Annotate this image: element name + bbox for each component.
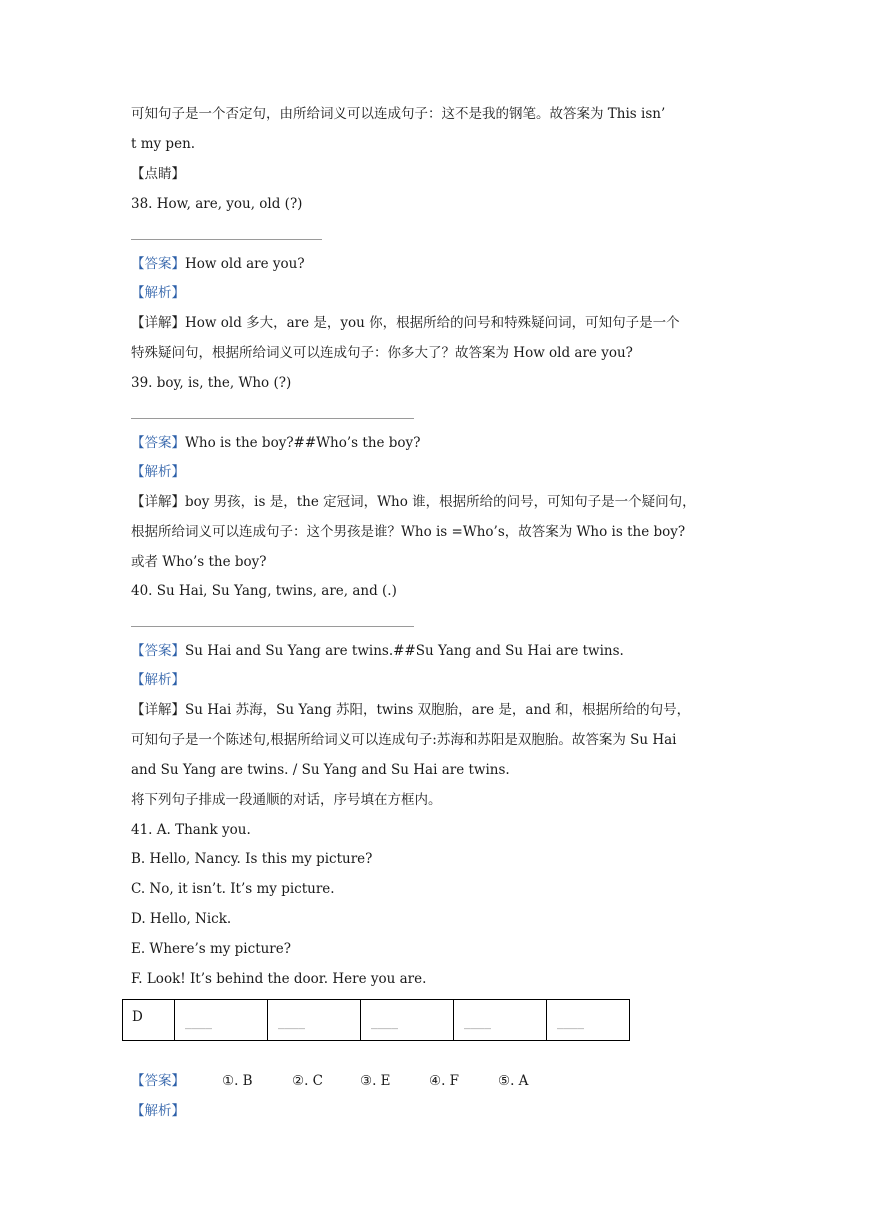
- detail-line: 【详解】boy 男孩，is 是，the 定冠词，Who 谁，根据所给的问号，可知句子是一个疑问句，: [131, 494, 696, 510]
- option-e: E. Where’s my picture?: [131, 941, 291, 957]
- blank: ____: [371, 1014, 398, 1030]
- answer-underline: [131, 626, 414, 627]
- question-40: 40. Su Hai, Su Yang, twins, are, and (.): [131, 583, 397, 599]
- answer-underline: [131, 239, 322, 240]
- answer-text: Su Hai and Su Yang are twins.##Su Yang and Su Hai are twins.: [185, 643, 624, 659]
- tip-heading: 【点睛】: [131, 166, 185, 182]
- answer-label: 【答案】: [131, 435, 185, 451]
- answer-38: [131, 255, 305, 273]
- answer-item: ①. B: [222, 1073, 253, 1089]
- answer-underline: [131, 418, 414, 419]
- question-38: 38. How, are, you, old (?): [131, 196, 303, 212]
- answer-item: ②. C: [292, 1073, 324, 1089]
- answer-item: ⑤. A: [498, 1073, 529, 1089]
- answer-text: Who is the boy?##Who’s the boy?: [185, 435, 421, 451]
- answer-40: [131, 642, 624, 660]
- text-line: 可知句子是一个否定句，由所给词义可以连成句子：这不是我的钢笔。故答案为 This isn’: [131, 106, 666, 122]
- option-f: F. Look! It’s behind the door. Here you are.: [131, 971, 427, 987]
- question-39: 39. boy, is, the, Who (?): [131, 375, 292, 391]
- answer-text: How old are you?: [185, 256, 305, 272]
- detail-line: and Su Yang are twins. / Su Yang and Su Hai are twins.: [131, 762, 510, 778]
- answer-box-cell[interactable]: [547, 1000, 630, 1041]
- answer-item: ④. F: [429, 1073, 460, 1089]
- option-c: C. No, it isn’t. It’s my picture.: [131, 881, 335, 897]
- instruction: 将下列句子排成一段通顺的对话，序号填在方框内。: [131, 792, 442, 808]
- detail-line: 根据所给词义可以连成句子：这个男孩是谁？Who is =Who’s，故答案为 Who is the boy?: [131, 524, 686, 540]
- answer-label: 【答案】: [131, 256, 185, 272]
- text-line: t my pen.: [131, 136, 196, 152]
- answer-39: [131, 434, 420, 452]
- detail-line: 特殊疑问句，根据所给词义可以连成句子：你多大了？故答案为 How old are you?: [131, 345, 633, 361]
- answer-item: ③. E: [360, 1073, 391, 1089]
- answer-box-cell[interactable]: [361, 1000, 454, 1041]
- detail-line: 【详解】Su Hai 苏海，Su Yang 苏阳，twins 双胞胎，are 是，and 和，根据所给的句号，: [131, 702, 691, 718]
- analysis-label: 【解析】: [131, 1103, 185, 1119]
- option-d: D. Hello, Nick.: [131, 911, 232, 927]
- answer-box-cell[interactable]: [454, 1000, 547, 1041]
- analysis-label: 【解析】: [131, 464, 185, 480]
- detail-line: 可知句子是一个陈述句,根据所给词义可以连成句子:苏海和苏阳是双胞胎。故答案为 Su Hai: [131, 732, 677, 748]
- option-a: 41. A. Thank you.: [131, 822, 251, 838]
- detail-line: 或者 Who’s the boy?: [131, 554, 267, 570]
- blank: ____: [464, 1014, 491, 1030]
- answer-box-cell[interactable]: [268, 1000, 361, 1041]
- analysis-label: 【解析】: [131, 285, 185, 301]
- detail-line: 【详解】How old 多大，are 是，you 你，根据所给的问号和特殊疑问词，可知句子是一个: [131, 315, 680, 331]
- blank: ____: [557, 1014, 584, 1030]
- answer-label: 【答案】: [131, 1073, 185, 1089]
- blank: ____: [278, 1014, 305, 1030]
- option-b: B. Hello, Nancy. Is this my picture?: [131, 851, 373, 867]
- answer-box-cell: [123, 1000, 175, 1041]
- order-answer-box: [122, 999, 630, 1041]
- analysis-label: 【解析】: [131, 672, 185, 688]
- first-answer: D: [132, 1009, 143, 1025]
- answer-label: 【答案】: [131, 643, 185, 659]
- answer-box-cell[interactable]: [175, 1000, 268, 1041]
- blank: ____: [185, 1014, 212, 1030]
